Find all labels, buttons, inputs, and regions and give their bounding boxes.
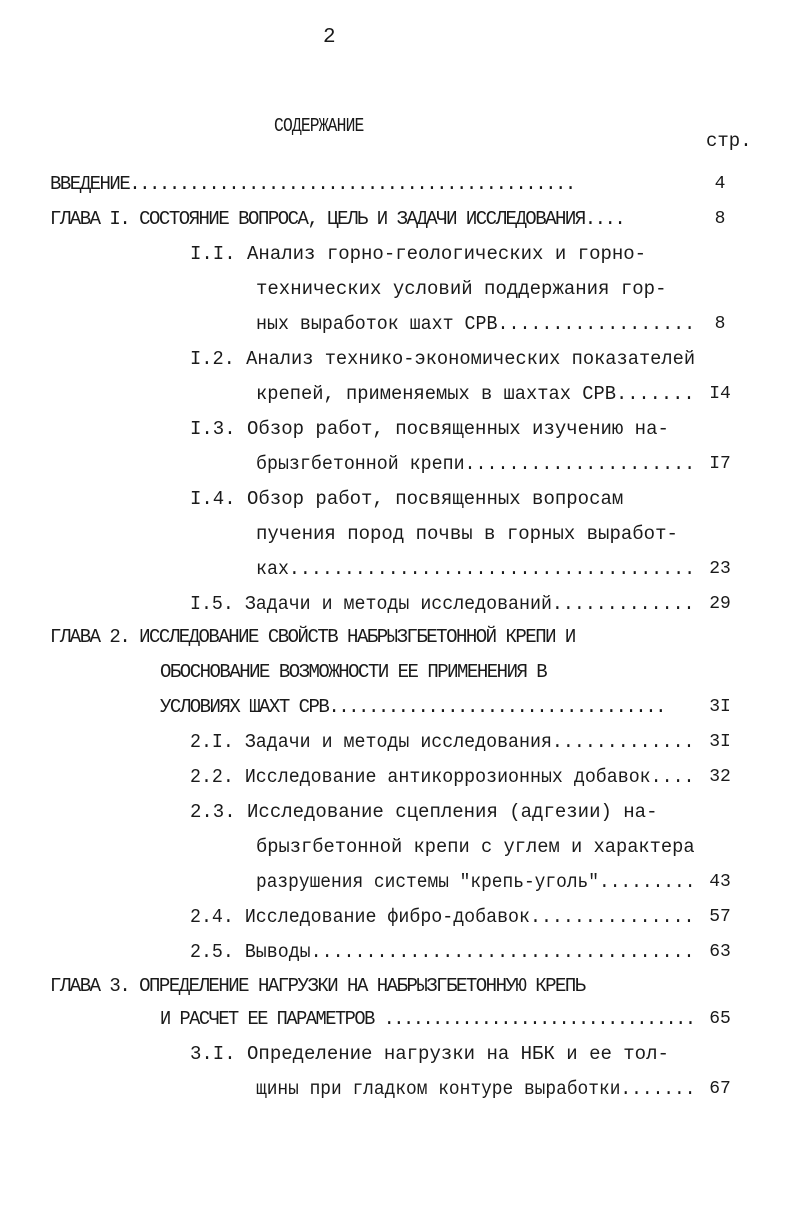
toc-entry-page: 63: [709, 942, 731, 962]
toc-entry-page: 8: [714, 209, 726, 229]
toc-entry-text: 2.3. Исследование сцепления (адгезии) на-: [190, 801, 658, 823]
page-number: 2: [323, 26, 336, 49]
toc-entry-page: 57: [709, 907, 731, 927]
toc-entry-page: 32: [709, 767, 731, 787]
toc-entry-page: 4: [714, 174, 726, 194]
toc-entry-page: 67: [709, 1079, 731, 1099]
toc-entry-page: 3I: [709, 697, 731, 717]
toc-entry-text: крепей, применяемых в шахтах СРВ.......: [256, 383, 695, 405]
toc-title: СОДЕРЖАНИЕ: [274, 115, 364, 137]
toc-entry-text: I.5. Задачи и методы исследований.............: [190, 593, 695, 615]
toc-entry-text: 2.4. Исследование фибро-добавок...............: [190, 906, 695, 928]
toc-entry-text: ВВЕДЕНИЕ.............................................: [50, 173, 575, 195]
toc-entry-text: 2.I. Задачи и методы исследования.............: [190, 731, 695, 753]
toc-entry-page: 43: [709, 872, 731, 892]
toc-entry-page: 8: [714, 314, 726, 334]
toc-entry-text: И РАСЧЕТ ЕЕ ПАРАМЕТРОВ ................................: [160, 1008, 695, 1030]
toc-entry-text: I.I. Анализ горно-геологических и горно-: [190, 243, 647, 265]
toc-entry-page: 29: [709, 594, 731, 614]
toc-entry-text: ОБОСНОВАНИЕ ВОЗМОЖНОСТИ ЕЕ ПРИМЕНЕНИЯ В: [160, 661, 547, 683]
toc-entry-text: брызгбетонной крепи с углем и характера: [256, 836, 695, 858]
toc-entry-page: 3I: [709, 732, 731, 752]
toc-entry-text: брызгбетонной крепи.....................: [256, 453, 696, 475]
toc-entry-text: I.4. Обзор работ, посвященных вопросам: [190, 488, 624, 510]
toc-entry-text: ных выработок шахт СРВ..................: [256, 313, 696, 335]
toc-entry-page: 65: [709, 1009, 731, 1029]
toc-entry-text: ГЛАВА 3. ОПРЕДЕЛЕНИЕ НАГРУЗКИ НА НАБРЫЗГБЕТОННУЮ КРЕПЬ: [50, 975, 585, 997]
toc-entry-text: технических условий поддержания гор-: [256, 278, 667, 300]
toc-entry-text: I.3. Обзор работ, посвященных изучению на-: [190, 418, 669, 440]
toc-entry-text: 2.5. Выводы...................................: [190, 941, 695, 963]
toc-entry-text: ках.....................................: [256, 558, 696, 580]
toc-entry-text: щины при гладком контуре выработки.......: [256, 1078, 696, 1100]
toc-entry-text: ГЛАВА I. СОСТОЯНИЕ ВОПРОСА, ЦЕЛЬ И ЗАДАЧИ ИССЛЕДОВАНИЯ....: [50, 208, 625, 230]
toc-entry-text: 2.2. Исследование антикоррозионных добавок....: [190, 766, 695, 788]
toc-entry-text: I.2. Анализ технико-экономических показателей: [190, 348, 696, 370]
toc-entry-text: разрушения системы "крепь-уголь".........: [256, 871, 696, 893]
toc-entry-text: ГЛАВА 2. ИССЛЕДОВАНИЕ СВОЙСТВ НАБРЫЗГБЕТОННОЙ КРЕПИ И: [50, 626, 575, 648]
toc-entry-page: I4: [709, 384, 731, 404]
toc-entry-text: пучения пород почвы в горных выработ-: [256, 523, 678, 545]
toc-entry-text: УСЛОВИЯХ ШАХТ СРВ..................................: [160, 696, 665, 718]
toc-entry-page: I7: [709, 454, 731, 474]
toc-entry-text: 3.I. Определение нагрузки на НБК и ее тол-: [190, 1043, 669, 1065]
page-column-label: стр.: [706, 130, 752, 152]
toc-entry-page: 23: [709, 559, 731, 579]
